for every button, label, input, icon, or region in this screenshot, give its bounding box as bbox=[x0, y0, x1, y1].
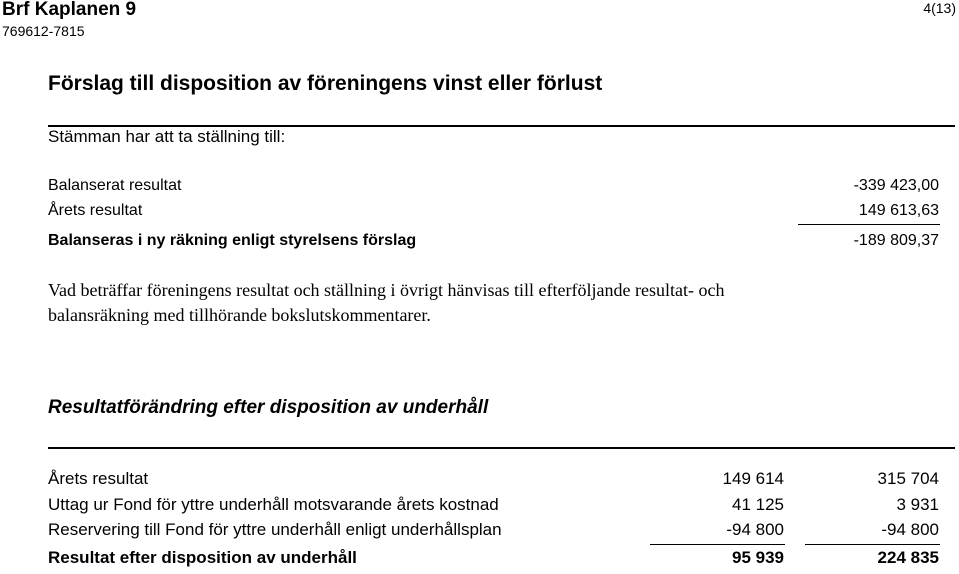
maintenance-row-label: Reservering till Fond för yttre underhåll enligt underhållsplan bbox=[48, 520, 502, 539]
disposition-row-label: Balanserat resultat bbox=[48, 177, 182, 194]
maintenance-total-value: 95 939 bbox=[732, 548, 784, 567]
disposition-note: balansräkning med tillhörande bokslutskommentarer. bbox=[48, 305, 431, 325]
disposition-note: Vad beträffar föreningens resultat och ställning i övrigt hänvisas till efterföljande resultat- och bbox=[48, 280, 725, 300]
organization-name: Brf Kaplanen 9 bbox=[2, 0, 137, 20]
maintenance-total-value: 224 835 bbox=[877, 548, 939, 567]
sum-underline bbox=[650, 544, 785, 545]
maintenance-total-label: Resultat efter disposition av underhåll bbox=[48, 548, 357, 567]
disposition-title: Förslag till disposition av föreningens vinst eller förlust bbox=[48, 72, 603, 95]
maintenance-row-label: Årets resultat bbox=[48, 469, 149, 488]
maintenance-row-value: 3 931 bbox=[896, 495, 939, 514]
maintenance-row-value: 41 125 bbox=[732, 495, 784, 514]
disposition-row-value: -339 423,00 bbox=[853, 177, 939, 194]
maintenance-row-value: -94 800 bbox=[726, 520, 784, 539]
maintenance-title: Resultatförändring efter disposition av underhåll bbox=[48, 397, 489, 418]
disposition-row-label: Årets resultat bbox=[48, 202, 143, 219]
organization-number: 769612-7815 bbox=[2, 23, 85, 39]
disposition-intro: Stämman har att ta ställning till: bbox=[48, 127, 286, 146]
sum-underline bbox=[805, 544, 940, 545]
maintenance-row-value: 315 704 bbox=[877, 469, 939, 488]
maintenance-row-label: Uttag ur Fond för yttre underhåll motsvarande årets kostnad bbox=[48, 495, 499, 514]
disposition-row-value: 149 613,63 bbox=[858, 202, 939, 219]
disposition-row-label: Balanseras i ny räkning enligt styrelsens förslag bbox=[48, 232, 417, 249]
sum-underline bbox=[798, 224, 940, 225]
maintenance-row-value: 149 614 bbox=[722, 469, 784, 488]
disposition-row-value: -189 809,37 bbox=[853, 232, 939, 249]
section-divider bbox=[48, 447, 955, 449]
page-number: 4(13) bbox=[923, 0, 956, 16]
maintenance-row-value: -94 800 bbox=[881, 520, 939, 539]
